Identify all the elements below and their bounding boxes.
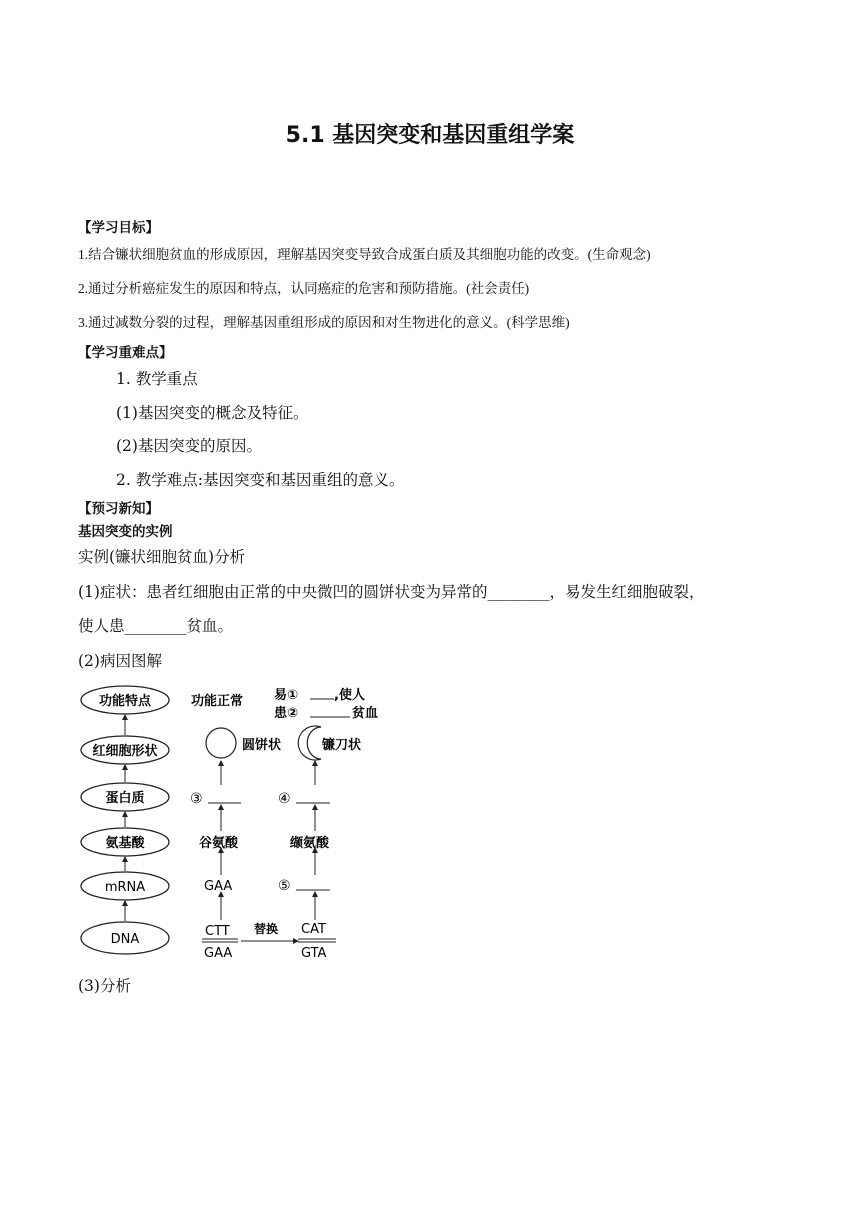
abnormal-function-2: 患② <box>274 706 299 721</box>
level-mrna <box>81 872 169 900</box>
abnormal-function-1-tail: ,使人 <box>334 688 365 703</box>
key-point-4: 2. 教学难点:基因突变和基因重组的意义。 <box>116 471 405 489</box>
level-amino-acid <box>81 828 169 856</box>
abnormal-function-2-tail: 贫血 <box>352 706 379 721</box>
objective-1: 1.结合镰状细胞贫血的形成原因，理解基因突变导致合成蛋白质及其细胞功能的改变。(生命观念) <box>78 247 651 262</box>
replace-label: 替换 <box>254 922 279 936</box>
key-point-2: (1)基因突变的概念及特征。 <box>116 404 309 422</box>
blank5-marker: ⑤ <box>278 878 291 894</box>
normal-shape-label: 圆饼状 <box>242 738 282 753</box>
symptom-line-1: (1)症状：患者红细胞由正常的中央微凹的圆饼状变为异常的________，易发生红细胞破裂， <box>78 583 705 601</box>
normal-amino-acid: 谷氨酸 <box>199 836 239 851</box>
sickle-shape-label: 镰刀状 <box>322 738 362 753</box>
normal-mrna: GAA <box>204 879 233 894</box>
diagram-caption: (2)病因图解 <box>78 652 162 670</box>
pathogenesis-diagram <box>78 680 398 970</box>
right-arrows <box>221 763 315 941</box>
key-point-1: 1. 教学重点 <box>116 370 198 388</box>
key-point-3: (2)基因突变的原因。 <box>116 437 262 455</box>
disc-cell-icon <box>206 728 236 758</box>
level-protein-label: 蛋白质 <box>105 791 145 806</box>
abnormal-function-1: 易① <box>274 688 299 703</box>
example-title: 实例(镰状细胞贫血)分析 <box>78 548 246 566</box>
symptom-line-2: 使人患________贫血。 <box>78 617 234 635</box>
level-dna-label: DNA <box>110 932 140 947</box>
page-title: 5.1 基因突变和基因重组学案 <box>285 123 575 148</box>
objective-2: 2.通过分析癌症发生的原因和特点，认同癌症的危害和预防措施。(社会责任) <box>78 281 530 296</box>
level-function <box>81 686 169 714</box>
level-dna <box>81 922 169 954</box>
preview-subheading: 基因突变的实例 <box>78 524 173 540</box>
mutant-dna-top: CAT <box>301 922 326 937</box>
normal-function-label: 功能正常 <box>191 694 244 709</box>
mutant-dna-bottom: GTA <box>301 946 327 961</box>
objective-3: 3.通过减数分裂的过程，理解基因重组形成的原因和对生物进化的意义。(科学思维) <box>78 315 570 330</box>
level-protein <box>81 783 169 811</box>
level-rbc-shape <box>81 736 169 764</box>
preview-heading: 【预习新知】 <box>78 501 159 517</box>
key-heading: 【学习重难点】 <box>78 345 173 361</box>
blank4-marker: ④ <box>278 791 291 807</box>
level-amino-acid-label: 氨基酸 <box>105 836 145 851</box>
analysis-caption: (3)分析 <box>78 977 131 995</box>
sickle-cell-icon <box>298 726 321 760</box>
blank3-marker: ③ <box>190 791 203 807</box>
normal-dna-bottom: GAA <box>204 946 233 961</box>
normal-dna-top: CTT <box>205 924 230 939</box>
level-rbc-shape-label: 红细胞形状 <box>92 744 158 759</box>
level-mrna-label: mRNA <box>104 880 146 895</box>
objectives-heading: 【学习目标】 <box>78 220 159 236</box>
mutant-amino-acid: 缬氨酸 <box>290 836 330 851</box>
level-function-label: 功能特点 <box>98 694 152 709</box>
